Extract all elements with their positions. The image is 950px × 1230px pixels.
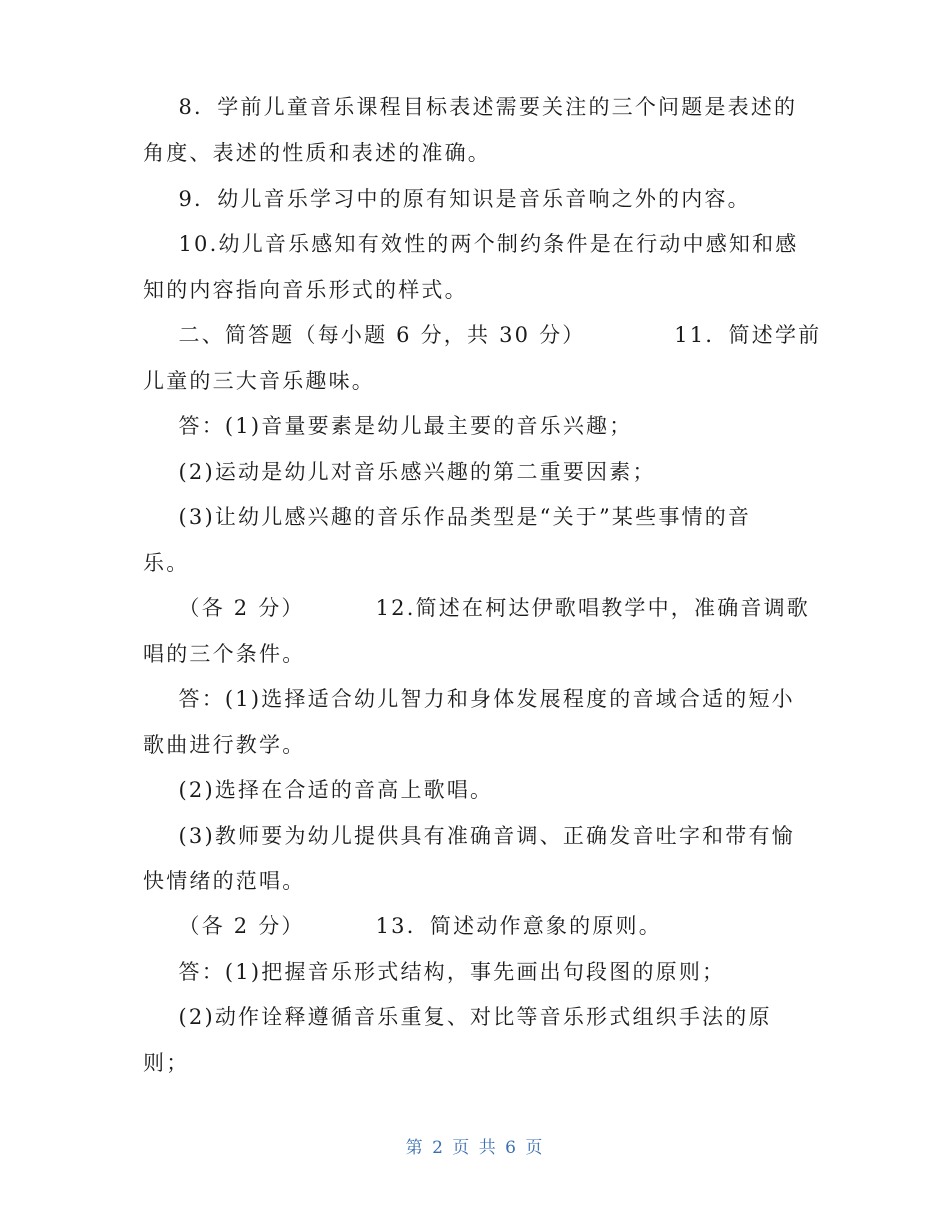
answer-line: (2)运动是幼儿对音乐感兴趣的第二重要因素； [143, 460, 656, 484]
answer-line: 答：(1)音量要素是幼儿最主要的音乐兴趣； [143, 414, 633, 438]
text-line: 9．幼儿音乐学习中的原有知识是音乐音响之外的内容。 [143, 187, 751, 211]
question-line: （各 2 分） 12.简述在柯达伊歌唱教学中，准确音调歌 [143, 596, 811, 620]
answer-line: (3)教师要为幼儿提供具有准确音调、正确发音吐字和带有愉 [143, 824, 795, 848]
answer-line: 答：(1)选择适合幼儿智力和身体发展程度的音域合适的短小 [143, 687, 795, 711]
answer-line: 答：(1)把握音乐形式结构，事先画出句段图的原则； [143, 960, 726, 984]
page-number-footer: 第 2 页 共 6 页 [405, 1138, 545, 1158]
text-line: 则； [143, 1051, 190, 1075]
text-line: 8．学前儿童音乐课程目标表述需要关注的三个问题是表述的 [143, 95, 798, 119]
text-line: 快情绪的范唱。 [143, 869, 306, 893]
answer-line: (2)选择在合适的音高上歌唱。 [143, 778, 494, 802]
text-line: 10.幼儿音乐感知有效性的两个制约条件是在行动中感知和感 [143, 232, 799, 256]
text-line: 角度、表述的性质和表述的准确。 [143, 141, 491, 165]
text-line: 儿童的三大音乐趣味。 [143, 369, 375, 393]
text-line: 唱的三个条件。 [143, 642, 306, 666]
text-line: 歌曲进行教学。 [143, 733, 306, 757]
text-line: 知的内容指向音乐形式的样式。 [143, 278, 468, 302]
answer-line: (2)动作诠释遵循音乐重复、对比等音乐形式组织手法的原 [143, 1005, 772, 1029]
text-line: 乐。 [143, 551, 190, 575]
section-heading-line: 二、简答题（每小题 6 分，共 30 分） 11．简述学前 [143, 323, 822, 347]
question-line: （各 2 分） 13．简述动作意象的原则。 [143, 914, 662, 938]
answer-line: (3)让幼儿感兴趣的音乐作品类型是“关于”某些事情的音 [143, 505, 752, 529]
